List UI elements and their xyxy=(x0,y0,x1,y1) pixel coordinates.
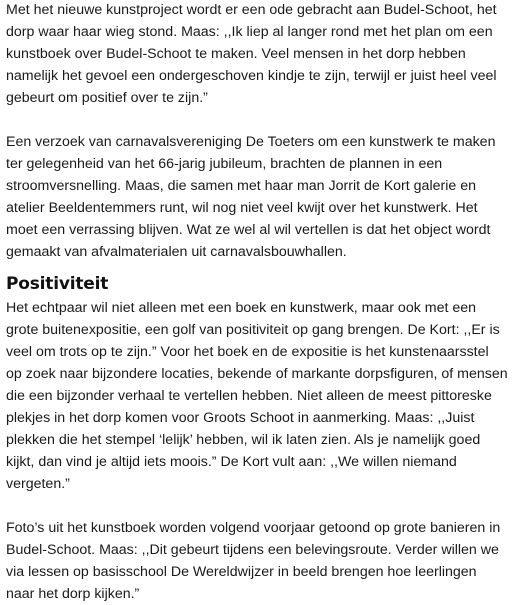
article-paragraph: Het echtpaar wil niet alleen met een boek en kunstwerk, maar ook met een grote buitenexpositie, een golf van positiviteit op gang brengen. De Kort: ,,Er is veel om trots op te zijn.” Voor het boek en de expositie is het kunstenaarsstel op zoek naar bijzondere locaties, bekende of markante dorpsfiguren, of mensen die een bijzonder verhaal te vertellen hebben. Niet alleen de meest pittoreske plekjes in het dorp komen voor Groots Schoot in aanmerking. Maas: ,,Juist plekken die het stempel ‘lelijk’ hebben, wil ik laten zien. Als je namelijk goed kijkt, dan vind je altijd iets moois.” De Kort vult aan: ,,We willen niemand vergeten.” xyxy=(6,300,508,492)
section-heading: Positiviteit xyxy=(6,274,109,294)
article-paragraph: Met het nieuwe kunstproject wordt er een ode gebracht aan Budel-Schoot, het dorp waar haar wieg stond. Maas: ,,Ik liep al langer rond met het plan om een kunstboek over Budel-Schoot te maken. Veel mensen in het dorp hebben namelijk het gevoel een ondergeschoven kindje te zijn, terwijl er juist heel veel gebeurt om positief over te zijn.” xyxy=(6,2,497,106)
article-paragraph: Foto’s uit het kunstboek worden volgend voorjaar getoond op grote banieren in Budel-Schoot. Maas: ,,Dit gebeurt tijdens een belevingsroute. Verder willen we via lessen op basisschool De Wereldwijzer in beeld brengen hoe leerlingen naar het dorp kijken.” xyxy=(6,520,501,602)
article-paragraph: Een verzoek van carnavalsvereniging De Toeters om een kunstwerk te maken ter gelegenheid van het 66-jarig jubileum, brachten de plannen in een stroomversnelling. Maas, die samen met haar man Jorrit de Kort galerie en atelier Beeldentemmers runt, wil nog niet veel kwijt over het kunstwerk. Het moet een verrassing blijven. Wat ze wel al wil vertellen is dat het object wordt gemaakt van afvalmaterialen uit carnavalsbouwhallen. xyxy=(6,134,496,260)
